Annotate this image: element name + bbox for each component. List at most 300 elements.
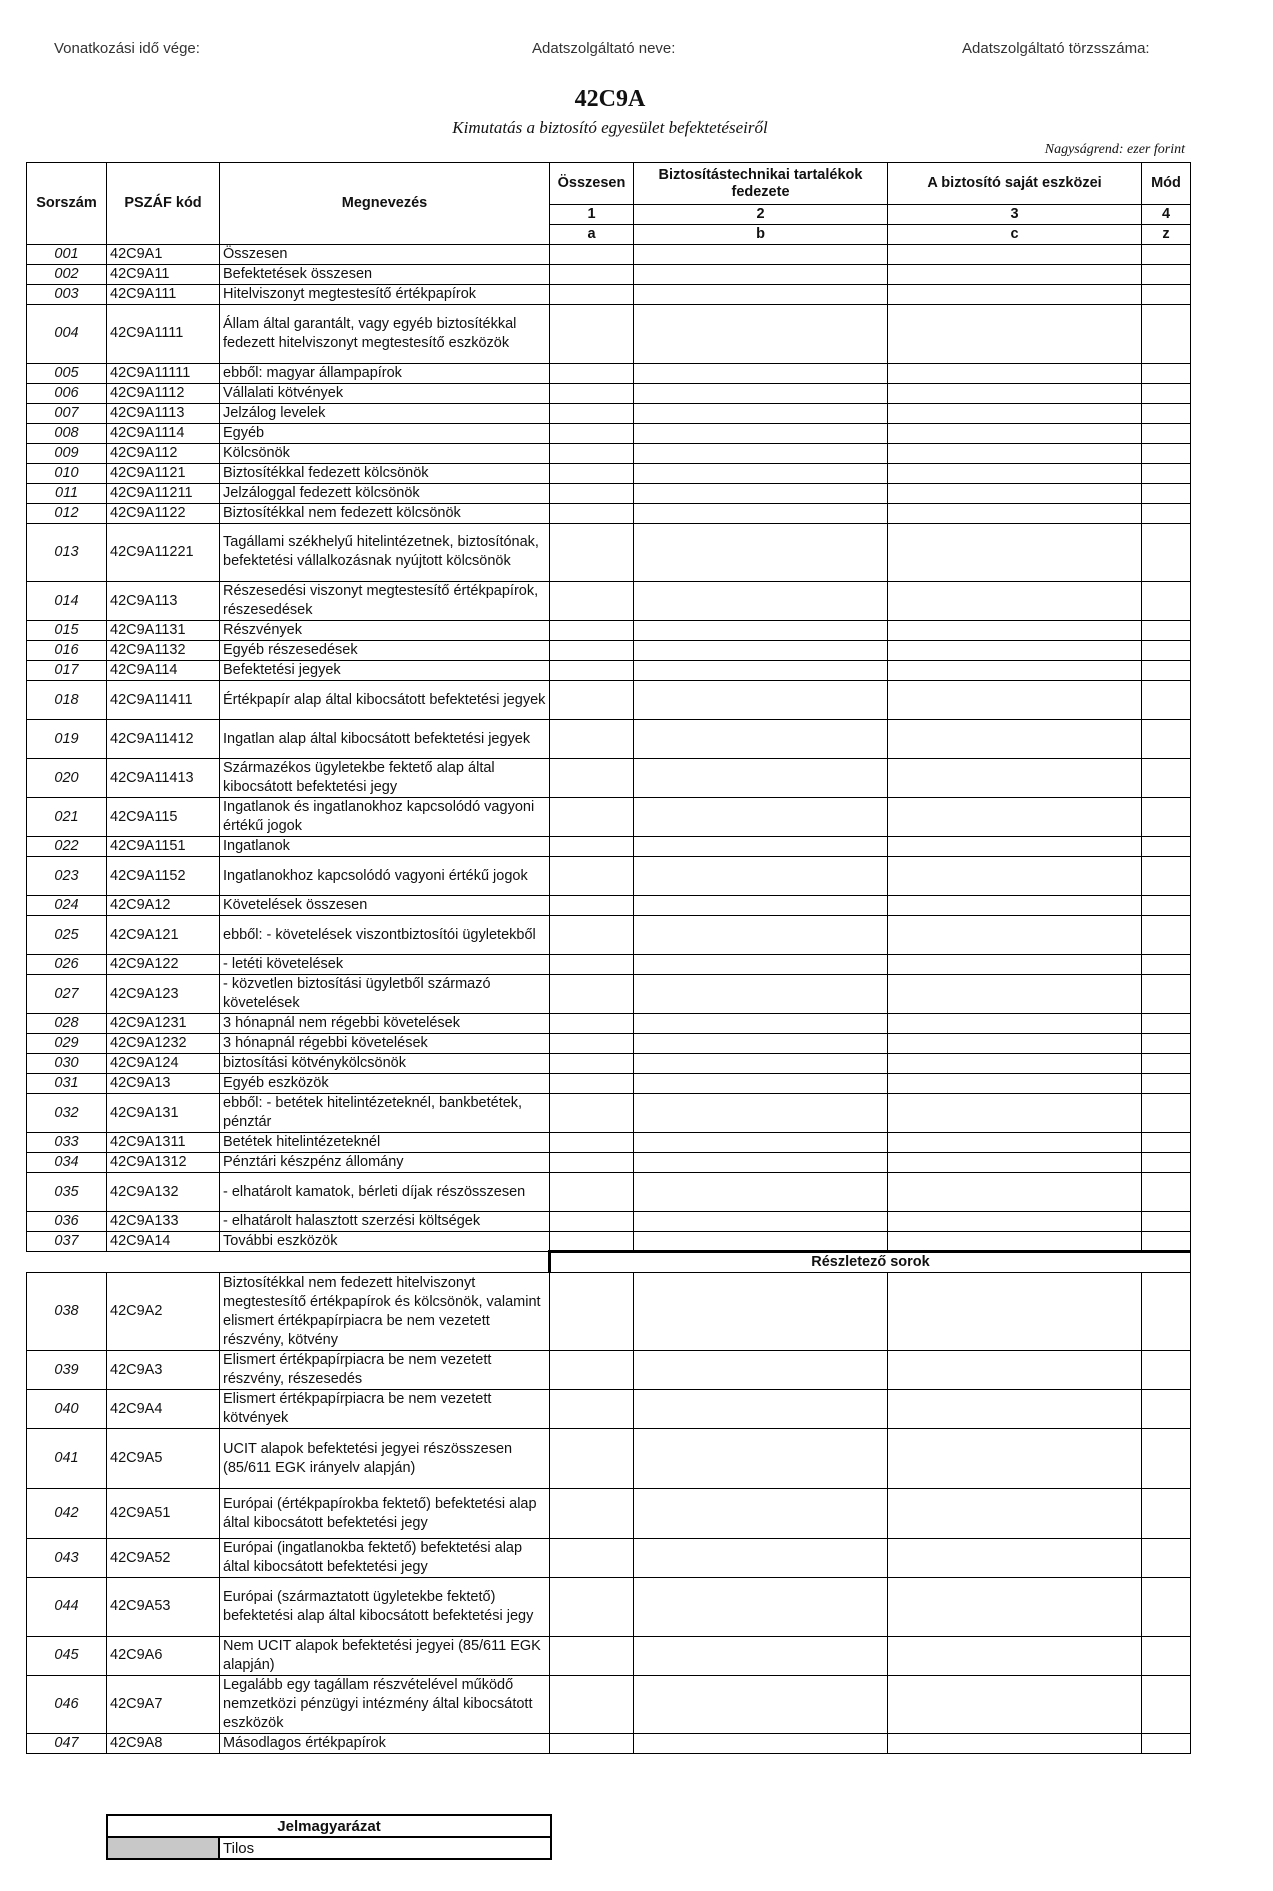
row-serial: 014 (27, 582, 107, 621)
row-mode-cell[interactable] (1142, 285, 1191, 305)
row-name: Jelzálog levelek (220, 403, 550, 423)
row-mode-cell[interactable] (1142, 955, 1191, 975)
table-row (27, 1232, 1191, 1252)
row-name: Egyéb részesedések (220, 641, 550, 661)
row-total-cell[interactable] (550, 1390, 634, 1429)
row-mode-cell[interactable] (1142, 1390, 1191, 1429)
row-own-assets-cell[interactable] (888, 798, 1142, 837)
table-row (27, 798, 1191, 837)
row-name: ebből: - követelések viszontbiztosítói ügyletekből (220, 916, 550, 955)
row-total-cell[interactable] (550, 1074, 634, 1094)
row-mode-cell[interactable] (1142, 363, 1191, 383)
row-name: Egyéb (220, 423, 550, 443)
row-code: 42C9A13 (107, 1074, 220, 1094)
row-code: 42C9A14 (107, 1232, 220, 1252)
provider-name-label: Adatszolgáltató neve: (532, 40, 676, 57)
row-reserves-cell[interactable] (634, 1489, 888, 1539)
row-mode-cell[interactable] (1142, 1734, 1191, 1754)
row-own-assets-cell[interactable] (888, 1173, 1142, 1212)
row-total-cell[interactable] (550, 661, 634, 681)
table-row (27, 1578, 1191, 1637)
row-serial: 007 (27, 403, 107, 423)
col-own-assets-header: A biztosító saját eszközei (888, 163, 1142, 205)
row-mode-cell[interactable] (1142, 1034, 1191, 1054)
row-mode-cell[interactable] (1142, 1173, 1191, 1212)
row-mode-cell[interactable] (1142, 837, 1191, 857)
row-serial: 003 (27, 285, 107, 305)
row-own-assets-cell[interactable] (888, 1578, 1142, 1637)
row-mode-cell[interactable] (1142, 1232, 1191, 1252)
row-own-assets-cell[interactable] (888, 621, 1142, 641)
row-mode-cell[interactable] (1142, 1489, 1191, 1539)
row-reserves-cell[interactable] (634, 383, 888, 403)
row-mode-cell[interactable] (1142, 463, 1191, 483)
row-reserves-cell[interactable] (634, 265, 888, 285)
row-total-cell[interactable] (550, 1675, 634, 1734)
row-code: 42C9A11111 (107, 363, 220, 383)
table-row (27, 955, 1191, 975)
row-name: Származékos ügyletekbe fektető alap által kibocsátott befektetési jegy (220, 759, 550, 798)
row-mode-cell[interactable] (1142, 661, 1191, 681)
row-reserves-cell[interactable] (634, 305, 888, 364)
row-serial: 028 (27, 1014, 107, 1034)
row-mode-cell[interactable] (1142, 443, 1191, 463)
row-total-cell[interactable] (550, 443, 634, 463)
row-total-cell[interactable] (550, 857, 634, 896)
row-own-assets-cell[interactable] (888, 305, 1142, 364)
row-mode-cell[interactable] (1142, 1133, 1191, 1153)
table-row (27, 245, 1191, 265)
row-reserves-cell[interactable] (634, 443, 888, 463)
row-code: 42C9A1312 (107, 1153, 220, 1173)
row-mode-cell[interactable] (1142, 1074, 1191, 1094)
row-total-cell[interactable] (550, 1034, 634, 1054)
row-code: 42C9A12 (107, 896, 220, 916)
table-row (27, 759, 1191, 798)
row-code: 42C9A11411 (107, 681, 220, 720)
row-mode-cell[interactable] (1142, 857, 1191, 896)
table-row (27, 1074, 1191, 1094)
legend (106, 1814, 552, 1860)
row-mode-cell[interactable] (1142, 582, 1191, 621)
row-total-cell[interactable] (550, 681, 634, 720)
row-reserves-cell[interactable] (634, 798, 888, 837)
row-total-cell[interactable] (550, 1014, 634, 1034)
row-serial: 001 (27, 245, 107, 265)
row-mode-cell[interactable] (1142, 759, 1191, 798)
table-row (27, 443, 1191, 463)
row-mode-cell[interactable] (1142, 641, 1191, 661)
row-total-cell[interactable] (550, 305, 634, 364)
row-mode-cell[interactable] (1142, 1212, 1191, 1232)
row-total-cell[interactable] (550, 1054, 634, 1074)
row-own-assets-cell[interactable] (888, 1094, 1142, 1133)
row-reserves-cell[interactable] (634, 1429, 888, 1489)
row-name: Hitelviszonyt megtestesítő értékpapírok (220, 285, 550, 305)
row-serial: 006 (27, 383, 107, 403)
row-code: 42C9A1152 (107, 857, 220, 896)
row-serial: 017 (27, 661, 107, 681)
row-serial: 032 (27, 1094, 107, 1133)
row-serial: 004 (27, 305, 107, 364)
row-reserves-cell[interactable] (634, 621, 888, 641)
row-total-cell[interactable] (550, 265, 634, 285)
row-mode-cell[interactable] (1142, 383, 1191, 403)
row-mode-cell[interactable] (1142, 681, 1191, 720)
row-total-cell[interactable] (550, 621, 634, 641)
row-total-cell[interactable] (550, 1094, 634, 1133)
row-serial: 030 (27, 1054, 107, 1074)
row-name: Elismert értékpapírpiacra be nem vezetett részvény, részesedés (220, 1351, 550, 1390)
row-own-assets-cell[interactable] (888, 857, 1142, 896)
row-own-assets-cell[interactable] (888, 1636, 1142, 1675)
row-mode-cell[interactable] (1142, 1014, 1191, 1034)
row-reserves-cell[interactable] (634, 1212, 888, 1232)
row-total-cell[interactable] (550, 896, 634, 916)
row-name: Vállalati kötvények (220, 383, 550, 403)
row-own-assets-cell[interactable] (888, 641, 1142, 661)
row-own-assets-cell[interactable] (888, 423, 1142, 443)
row-serial: 034 (27, 1153, 107, 1173)
row-mode-cell[interactable] (1142, 1153, 1191, 1173)
row-total-cell[interactable] (550, 1153, 634, 1173)
row-own-assets-cell[interactable] (888, 955, 1142, 975)
row-mode-cell[interactable] (1142, 975, 1191, 1014)
row-own-assets-cell[interactable] (888, 759, 1142, 798)
row-own-assets-cell[interactable] (888, 483, 1142, 503)
row-serial: 029 (27, 1034, 107, 1054)
row-own-assets-cell[interactable] (888, 681, 1142, 720)
row-name: Ingatlan alap által kibocsátott befektetési jegyek (220, 720, 550, 759)
row-name: Európai (ingatlanokba fektető) befektetési alap által kibocsátott befektetési jegy (220, 1539, 550, 1578)
row-serial: 016 (27, 641, 107, 661)
table-row (27, 1054, 1191, 1074)
col-reserves-header: Biztosítástechnikai tartalékok fedezete (634, 163, 888, 205)
row-reserves-cell[interactable] (634, 523, 888, 582)
row-mode-cell[interactable] (1142, 1636, 1191, 1675)
col-mode-header: Mód (1142, 163, 1191, 205)
row-name: Európai (értékpapírokba fektető) befektetési alap által kibocsátott befektetési jegy (220, 1489, 550, 1539)
row-name: - közvetlen biztosítási ügyletből származó követelések (220, 975, 550, 1014)
row-mode-cell[interactable] (1142, 423, 1191, 443)
row-reserves-cell[interactable] (634, 503, 888, 523)
row-reserves-cell[interactable] (634, 363, 888, 383)
row-name: 3 hónapnál nem régebbi követelések (220, 1014, 550, 1034)
row-serial: 020 (27, 759, 107, 798)
table-row (27, 720, 1191, 759)
row-serial: 012 (27, 503, 107, 523)
row-total-cell[interactable] (550, 1578, 634, 1637)
row-reserves-cell[interactable] (634, 1351, 888, 1390)
row-total-cell[interactable] (550, 1351, 634, 1390)
row-name: Részesedési viszonyt megtestesítő értékpapírok, részesedések (220, 582, 550, 621)
table-row (27, 857, 1191, 896)
row-reserves-cell[interactable] (634, 857, 888, 896)
row-name: További eszközök (220, 1232, 550, 1252)
row-code: 42C9A3 (107, 1351, 220, 1390)
row-reserves-cell[interactable] (634, 1232, 888, 1252)
row-mode-cell[interactable] (1142, 1351, 1191, 1390)
row-total-cell[interactable] (550, 641, 634, 661)
row-own-assets-cell[interactable] (888, 403, 1142, 423)
row-name: Egyéb eszközök (220, 1074, 550, 1094)
row-name: ebből: - betétek hitelintézeteknél, bankbetétek, pénztár (220, 1094, 550, 1133)
row-total-cell[interactable] (550, 483, 634, 503)
table-row (27, 681, 1191, 720)
table-row (27, 423, 1191, 443)
row-code: 42C9A115 (107, 798, 220, 837)
row-name: Jelzáloggal fedezett kölcsönök (220, 483, 550, 503)
row-total-cell[interactable] (550, 975, 634, 1014)
row-total-cell[interactable] (550, 798, 634, 837)
row-own-assets-cell[interactable] (888, 285, 1142, 305)
row-own-assets-cell[interactable] (888, 1054, 1142, 1074)
row-name: ebből: magyar állampapírok (220, 363, 550, 383)
row-reserves-cell[interactable] (634, 896, 888, 916)
row-mode-cell[interactable] (1142, 245, 1191, 265)
provider-id-label: Adatszolgáltató törzsszáma: (962, 40, 1150, 57)
row-name: Részvények (220, 621, 550, 641)
row-reserves-cell[interactable] (634, 463, 888, 483)
row-total-cell[interactable] (550, 1429, 634, 1489)
row-own-assets-cell[interactable] (888, 523, 1142, 582)
row-total-cell[interactable] (550, 837, 634, 857)
row-code: 42C9A7 (107, 1675, 220, 1734)
row-serial: 013 (27, 523, 107, 582)
row-reserves-cell[interactable] (634, 1054, 888, 1074)
row-mode-cell[interactable] (1142, 265, 1191, 285)
row-reserves-cell[interactable] (634, 1014, 888, 1034)
row-code: 42C9A4 (107, 1390, 220, 1429)
row-reserves-cell[interactable] (634, 1390, 888, 1429)
row-code: 42C9A1 (107, 245, 220, 265)
row-name: Befektetések összesen (220, 265, 550, 285)
row-reserves-cell[interactable] (634, 837, 888, 857)
row-code: 42C9A112 (107, 443, 220, 463)
row-total-cell[interactable] (550, 1734, 634, 1754)
row-code: 42C9A131 (107, 1094, 220, 1133)
row-serial: 035 (27, 1173, 107, 1212)
row-reserves-cell[interactable] (634, 759, 888, 798)
row-mode-cell[interactable] (1142, 1429, 1191, 1489)
row-code: 42C9A133 (107, 1212, 220, 1232)
row-mode-cell[interactable] (1142, 483, 1191, 503)
table-row (27, 363, 1191, 383)
table-row (27, 1273, 1191, 1351)
row-reserves-cell[interactable] (634, 975, 888, 1014)
row-own-assets-cell[interactable] (888, 1133, 1142, 1153)
row-reserves-cell[interactable] (634, 1133, 888, 1153)
row-own-assets-cell[interactable] (888, 503, 1142, 523)
row-reserves-cell[interactable] (634, 403, 888, 423)
table-row (27, 1734, 1191, 1754)
row-reserves-cell[interactable] (634, 916, 888, 955)
row-total-cell[interactable] (550, 582, 634, 621)
row-mode-cell[interactable] (1142, 305, 1191, 364)
row-own-assets-cell[interactable] (888, 1489, 1142, 1539)
row-total-cell[interactable] (550, 503, 634, 523)
row-total-cell[interactable] (550, 1232, 634, 1252)
row-total-cell[interactable] (550, 403, 634, 423)
col-number: 2 (634, 205, 888, 225)
row-total-cell[interactable] (550, 1133, 634, 1153)
row-total-cell[interactable] (550, 759, 634, 798)
row-mode-cell[interactable] (1142, 1054, 1191, 1074)
row-total-cell[interactable] (550, 955, 634, 975)
row-own-assets-cell[interactable] (888, 1351, 1142, 1390)
row-code: 42C9A1231 (107, 1014, 220, 1034)
row-serial: 044 (27, 1578, 107, 1637)
row-code: 42C9A1113 (107, 403, 220, 423)
table-row (27, 1429, 1191, 1489)
row-reserves-cell[interactable] (634, 955, 888, 975)
row-mode-cell[interactable] (1142, 720, 1191, 759)
table-row (27, 837, 1191, 857)
row-reserves-cell[interactable] (634, 483, 888, 503)
row-total-cell[interactable] (550, 916, 634, 955)
row-total-cell[interactable] (550, 423, 634, 443)
row-own-assets-cell[interactable] (888, 443, 1142, 463)
row-serial: 047 (27, 1734, 107, 1754)
row-own-assets-cell[interactable] (888, 837, 1142, 857)
table-row (27, 1212, 1191, 1232)
table-row (27, 265, 1191, 285)
row-own-assets-cell[interactable] (888, 1273, 1142, 1351)
row-reserves-cell[interactable] (634, 1273, 888, 1351)
row-total-cell[interactable] (550, 1539, 634, 1578)
row-serial: 009 (27, 443, 107, 463)
row-own-assets-cell[interactable] (888, 245, 1142, 265)
row-reserves-cell[interactable] (634, 582, 888, 621)
row-code: 42C9A52 (107, 1539, 220, 1578)
row-own-assets-cell[interactable] (888, 1074, 1142, 1094)
row-total-cell[interactable] (550, 1212, 634, 1232)
row-code: 42C9A1112 (107, 383, 220, 403)
row-own-assets-cell[interactable] (888, 582, 1142, 621)
row-mode-cell[interactable] (1142, 916, 1191, 955)
row-mode-cell[interactable] (1142, 403, 1191, 423)
row-mode-cell[interactable] (1142, 523, 1191, 582)
row-reserves-cell[interactable] (634, 1094, 888, 1133)
row-reserves-cell[interactable] (634, 285, 888, 305)
row-mode-cell[interactable] (1142, 1094, 1191, 1133)
row-reserves-cell[interactable] (634, 661, 888, 681)
row-reserves-cell[interactable] (634, 1734, 888, 1754)
row-own-assets-cell[interactable] (888, 1232, 1142, 1252)
row-code: 42C9A1121 (107, 463, 220, 483)
row-own-assets-cell[interactable] (888, 1153, 1142, 1173)
row-own-assets-cell[interactable] (888, 1734, 1142, 1754)
row-mode-cell[interactable] (1142, 503, 1191, 523)
row-name: Biztosítékkal nem fedezett kölcsönök (220, 503, 550, 523)
row-code: 42C9A11413 (107, 759, 220, 798)
row-mode-cell[interactable] (1142, 798, 1191, 837)
row-reserves-cell[interactable] (634, 720, 888, 759)
row-serial: 046 (27, 1675, 107, 1734)
row-total-cell[interactable] (550, 720, 634, 759)
row-total-cell[interactable] (550, 523, 634, 582)
row-name: Legalább egy tagállam részvételével működő nemzetközi pénzügyi intézmény által kibocsátott eszközök (220, 1675, 550, 1734)
row-total-cell[interactable] (550, 1273, 634, 1351)
row-total-cell[interactable] (550, 1489, 634, 1539)
row-serial: 025 (27, 916, 107, 955)
row-total-cell[interactable] (550, 1636, 634, 1675)
row-total-cell[interactable] (550, 245, 634, 265)
row-code: 42C9A1111 (107, 305, 220, 364)
row-serial: 031 (27, 1074, 107, 1094)
row-serial: 043 (27, 1539, 107, 1578)
row-own-assets-cell[interactable] (888, 1539, 1142, 1578)
row-own-assets-cell[interactable] (888, 1675, 1142, 1734)
row-reserves-cell[interactable] (634, 423, 888, 443)
row-code: 42C9A132 (107, 1173, 220, 1212)
row-mode-cell[interactable] (1142, 621, 1191, 641)
row-total-cell[interactable] (550, 363, 634, 383)
row-own-assets-cell[interactable] (888, 1014, 1142, 1034)
row-code: 42C9A1131 (107, 621, 220, 641)
row-total-cell[interactable] (550, 285, 634, 305)
row-name: Befektetési jegyek (220, 661, 550, 681)
row-code: 42C9A113 (107, 582, 220, 621)
row-own-assets-cell[interactable] (888, 463, 1142, 483)
row-total-cell[interactable] (550, 1173, 634, 1212)
row-own-assets-cell[interactable] (888, 1390, 1142, 1429)
row-reserves-cell[interactable] (634, 1539, 888, 1578)
row-own-assets-cell[interactable] (888, 1212, 1142, 1232)
row-own-assets-cell[interactable] (888, 916, 1142, 955)
investment-table (26, 162, 1191, 1754)
row-own-assets-cell[interactable] (888, 1034, 1142, 1054)
row-own-assets-cell[interactable] (888, 1429, 1142, 1489)
row-reserves-cell[interactable] (634, 1034, 888, 1054)
table-row (27, 916, 1191, 955)
row-mode-cell[interactable] (1142, 1539, 1191, 1578)
row-own-assets-cell[interactable] (888, 975, 1142, 1014)
forbidden-swatch (107, 1837, 219, 1859)
row-code: 42C9A124 (107, 1054, 220, 1074)
row-code: 42C9A114 (107, 661, 220, 681)
row-code: 42C9A8 (107, 1734, 220, 1754)
row-own-assets-cell[interactable] (888, 265, 1142, 285)
row-mode-cell[interactable] (1142, 1578, 1191, 1637)
row-reserves-cell[interactable] (634, 1636, 888, 1675)
row-reserves-cell[interactable] (634, 1675, 888, 1734)
row-reserves-cell[interactable] (634, 1074, 888, 1094)
row-own-assets-cell[interactable] (888, 661, 1142, 681)
row-total-cell[interactable] (550, 383, 634, 403)
row-total-cell[interactable] (550, 463, 634, 483)
row-own-assets-cell[interactable] (888, 363, 1142, 383)
row-mode-cell[interactable] (1142, 1273, 1191, 1351)
row-reserves-cell[interactable] (634, 1578, 888, 1637)
row-code: 42C9A11211 (107, 483, 220, 503)
row-reserves-cell[interactable] (634, 681, 888, 720)
detail-section-header: Részletező sorok (550, 1252, 1191, 1273)
row-own-assets-cell[interactable] (888, 720, 1142, 759)
row-mode-cell[interactable] (1142, 1675, 1191, 1734)
row-reserves-cell[interactable] (634, 1173, 888, 1212)
row-mode-cell[interactable] (1142, 896, 1191, 916)
table-row (27, 1539, 1191, 1578)
row-reserves-cell[interactable] (634, 245, 888, 265)
row-own-assets-cell[interactable] (888, 896, 1142, 916)
row-reserves-cell[interactable] (634, 1153, 888, 1173)
row-serial: 038 (27, 1273, 107, 1351)
row-serial: 022 (27, 837, 107, 857)
row-serial: 033 (27, 1133, 107, 1153)
row-own-assets-cell[interactable] (888, 383, 1142, 403)
row-reserves-cell[interactable] (634, 641, 888, 661)
